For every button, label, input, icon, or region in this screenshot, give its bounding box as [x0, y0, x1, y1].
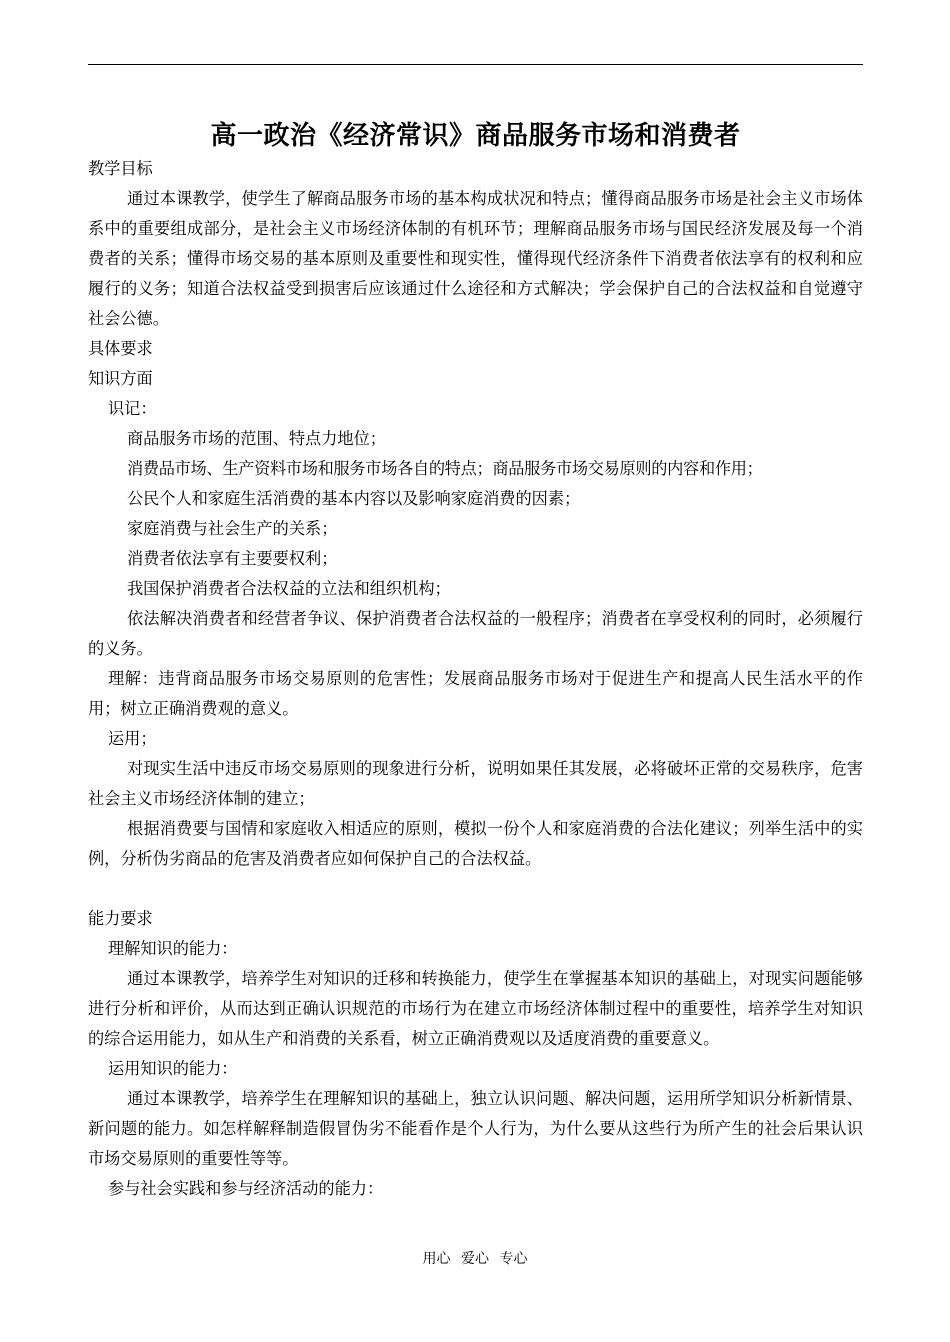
subheading-apply: 运用；	[108, 729, 157, 748]
subheading-understanding-ability: 理解知识的能力：	[108, 939, 238, 958]
list-item: 消费者依法享有主要要权利；	[127, 549, 338, 568]
list-item: 商品服务市场的范围、特点力地位；	[127, 429, 386, 448]
heading-specific-requirements: 具体要求	[88, 339, 153, 358]
list-item: 依法解决消费者和经营者争议、保护消费者合法权益的一般程序；消费者在享受权利的同时，必须履行的义务。	[88, 609, 863, 658]
subheading-understand: 理解：违背商品服务市场交易原则的危害性；发展商品服务市场对于促进生产和提高人民生活水平的作用；树立正确消费观的意义。	[88, 669, 863, 718]
list-item: 我国保护消费者合法权益的立法和组织机构；	[127, 579, 451, 598]
list-item: 家庭消费与社会生产的关系；	[127, 519, 338, 538]
header-rule	[88, 64, 863, 65]
document-body	[88, 154, 863, 1204]
subheading-memorize: 识记：	[108, 399, 157, 418]
paragraph: 通过本课教学，培养学生在理解知识的基础上，独立认识问题、解决问题，运用所学知识分析新情景、新问题的能力。如怎样解释制造假冒伪劣不能看作是个人行为，为什么要从这些行为所产生的社会后果认识市场交易原则的重要性等等。	[88, 1089, 863, 1168]
paragraph: 通过本课教学，培养学生对知识的迁移和转换能力，使学生在掌握基本知识的基础上，对现实问题能够进行分析和评价，从而达到正确认识规范的市场行为在建立市场经济体制过程中的重要性，培养学生对知识的综合运用能力，如从生产和消费的关系看，树立正确消费观以及适度消费的重要意义。	[88, 969, 863, 1048]
heading-ability: 能力要求	[88, 909, 153, 928]
list-item: 对现实生活中违反市场交易原则的现象进行分析，说明如果任其发展，必将破坏正常的交易秩序，危害社会主义市场经济体制的建立；	[88, 759, 863, 808]
document-title: 高一政治《经济常识》商品服务市场和消费者	[210, 121, 741, 151]
heading-teaching-goals: 教学目标	[88, 159, 153, 178]
list-item: 公民个人和家庭生活消费的基本内容以及影响家庭消费的因素；	[127, 489, 581, 508]
subheading-application-ability: 运用知识的能力：	[108, 1059, 238, 1078]
page-footer: 用心 爱心 专心	[422, 1251, 528, 1267]
subheading-practice-ability: 参与社会实践和参与经济活动的能力：	[108, 1179, 384, 1198]
list-item: 根据消费要与国情和家庭收入相适应的原则，模拟一份个人和家庭消费的合法化建议；列举生活中的实例，分析伪劣商品的危害及消费者应如何保护自己的合法权益。	[88, 819, 863, 868]
spacer	[88, 874, 863, 904]
heading-knowledge: 知识方面	[88, 369, 153, 388]
paragraph-goals: 通过本课教学，使学生了解商品服务市场的基本构成状况和特点；懂得商品服务市场是社会主义市场体系中的重要组成部分，是社会主义市场经济体制的有机环节；理解商品服务市场与国民经济发展及每一个消费者的关系；懂得市场交易的基本原则及重要性和现实性，懂得现代经济条件下消费者依法享有的权利和应履行的义务；知道合法权益受到损害后应该通过什么途径和方式解决；学会保护自己的合法权益和自觉遵守社会公德。	[88, 189, 863, 328]
list-item: 消费品市场、生产资料市场和服务市场各自的特点；商品服务市场交易原则的内容和作用；	[127, 459, 763, 478]
